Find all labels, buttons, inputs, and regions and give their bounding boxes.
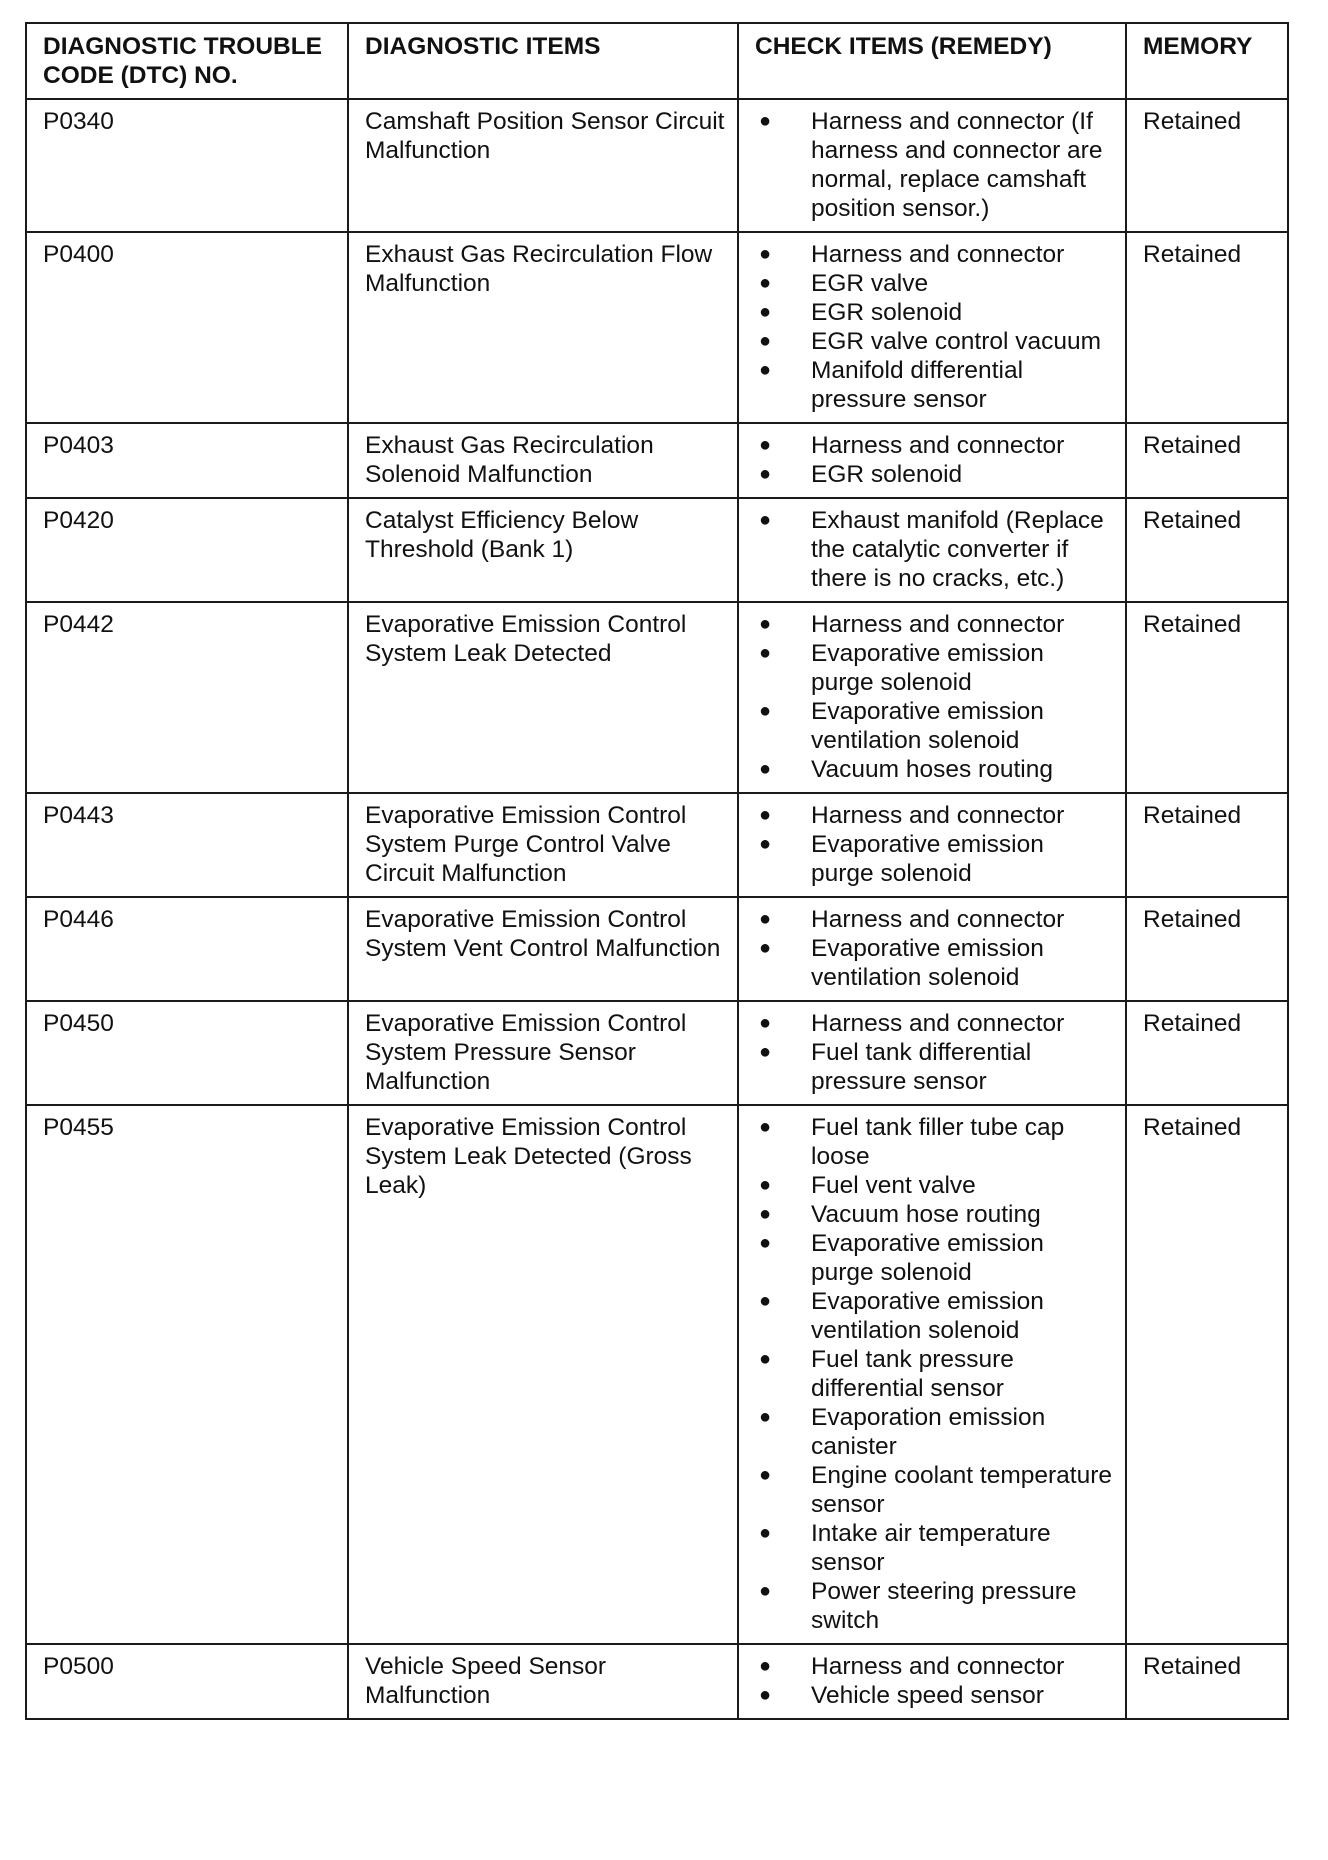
diagnostic-item-cell (348, 232, 738, 423)
memory-status: Retained (1143, 802, 1242, 829)
diagnostic-item-cell (348, 793, 738, 897)
check-item: ● EGR solenoid (759, 298, 1113, 327)
check-item: ● Evaporative emission ventilation solenoid (759, 697, 1113, 755)
check-items-list (759, 610, 1113, 784)
table-row (26, 793, 1288, 897)
check-item: ● Harness and connector (759, 431, 1113, 460)
check-item: ● EGR solenoid (759, 460, 1113, 489)
dtc-code-cell (26, 423, 348, 498)
check-item: ● EGR valve control vacuum (759, 327, 1113, 356)
memory-status: Retained (1143, 611, 1242, 638)
header-dtc-number-label: DIAGNOSTIC TROUBLE CODE (DTC) NO. (43, 33, 323, 89)
memory-status: Retained (1143, 241, 1242, 268)
memory-cell (1126, 793, 1288, 897)
check-items-list (759, 107, 1113, 223)
dtc-code: P0500 (43, 1653, 114, 1680)
table-row (26, 1644, 1288, 1719)
memory-cell (1126, 1001, 1288, 1105)
check-item: ● Harness and connector (759, 905, 1113, 934)
check-items-list (759, 240, 1113, 414)
check-item: ● Vacuum hose routing (759, 1200, 1113, 1229)
dtc-code: P0403 (43, 432, 114, 459)
dtc-code: P0455 (43, 1114, 114, 1141)
check-item: ● Vehicle speed sensor (759, 1681, 1113, 1710)
check-items-list (759, 1113, 1113, 1635)
diagnostic-item-cell (348, 1644, 738, 1719)
header-check-items-label: CHECK ITEMS (REMEDY) (755, 33, 1052, 60)
memory-cell (1126, 232, 1288, 423)
diagnostic-item-cell (348, 423, 738, 498)
check-items-cell (738, 1644, 1126, 1719)
diagnostic-item: Exhaust Gas Recirculation Solenoid Malfunction (365, 432, 654, 488)
table-row (26, 99, 1288, 232)
dtc-code: P0446 (43, 906, 114, 933)
dtc-code-cell (26, 793, 348, 897)
table-row (26, 1105, 1288, 1644)
memory-status: Retained (1143, 432, 1242, 459)
check-items-cell (738, 498, 1126, 602)
header-memory (1126, 23, 1288, 99)
table-row (26, 1001, 1288, 1105)
header-row (26, 23, 1288, 99)
header-diagnostic-items-label: DIAGNOSTIC ITEMS (365, 33, 601, 60)
check-items-cell (738, 1105, 1126, 1644)
dtc-code-cell (26, 1644, 348, 1719)
memory-status: Retained (1143, 507, 1242, 534)
dtc-table-body (26, 99, 1288, 1719)
check-item: ● Harness and connector (759, 1009, 1113, 1038)
header-dtc-number (26, 23, 348, 99)
check-item: ● Harness and connector (759, 610, 1113, 639)
check-item: ● Fuel tank pressure differential sensor (759, 1345, 1113, 1403)
check-item: ● Vacuum hoses routing (759, 755, 1113, 784)
diagnostic-item: Evaporative Emission Control System Leak Detected (365, 611, 687, 667)
memory-cell (1126, 897, 1288, 1001)
memory-cell (1126, 1644, 1288, 1719)
check-items-list (759, 801, 1113, 888)
check-item: ● Evaporation emission canister (759, 1403, 1113, 1461)
dtc-code-cell (26, 232, 348, 423)
check-items-cell (738, 423, 1126, 498)
diagnostic-item-cell (348, 1001, 738, 1105)
dtc-code: P0450 (43, 1010, 114, 1037)
diagnostic-item-cell (348, 498, 738, 602)
dtc-code-cell (26, 1001, 348, 1105)
table-row (26, 602, 1288, 793)
check-items-list (759, 506, 1113, 593)
check-item: ● Fuel vent valve (759, 1171, 1113, 1200)
dtc-code: P0443 (43, 802, 114, 829)
check-item: ● EGR valve (759, 269, 1113, 298)
diagnostic-item: Evaporative Emission Control System Vent Control Malfunction (365, 906, 721, 962)
dtc-code-cell (26, 498, 348, 602)
dtc-code-cell (26, 602, 348, 793)
memory-cell (1126, 498, 1288, 602)
table-row (26, 498, 1288, 602)
diagnostic-item: Exhaust Gas Recirculation Flow Malfunction (365, 241, 713, 297)
check-item: ● Fuel tank differential pressure sensor (759, 1038, 1113, 1096)
table-row (26, 232, 1288, 423)
header-diagnostic-items (348, 23, 738, 99)
check-item: ● Intake air temperature sensor (759, 1519, 1113, 1577)
memory-cell (1126, 602, 1288, 793)
check-item: ● Harness and connector (759, 1652, 1113, 1681)
check-items-cell (738, 897, 1126, 1001)
check-items-cell (738, 793, 1126, 897)
diagnostic-item-cell (348, 1105, 738, 1644)
check-item: ● Harness and connector (If harness and connector are normal, replace camshaft position sensor.) (759, 107, 1113, 223)
check-items-cell (738, 1001, 1126, 1105)
dtc-code: P0400 (43, 241, 114, 268)
dtc-table (25, 22, 1289, 1720)
check-item: ● Power steering pressure switch (759, 1577, 1113, 1635)
diagnostic-item: Evaporative Emission Control System Pressure Sensor Malfunction (365, 1010, 687, 1095)
check-item: ● Engine coolant temperature sensor (759, 1461, 1113, 1519)
diagnostic-item-cell (348, 99, 738, 232)
check-item: ● Manifold differential pressure sensor (759, 356, 1113, 414)
check-items-cell (738, 602, 1126, 793)
check-items-list (759, 431, 1113, 489)
diagnostic-item: Catalyst Efficiency Below Threshold (Bank 1) (365, 507, 639, 563)
check-item: ● Evaporative emission purge solenoid (759, 639, 1113, 697)
table-row (26, 897, 1288, 1001)
memory-status: Retained (1143, 1114, 1242, 1141)
diagnostic-item: Camshaft Position Sensor Circuit Malfunction (365, 108, 725, 164)
diagnostic-item-cell (348, 897, 738, 1001)
table-row (26, 423, 1288, 498)
diagnostic-item: Vehicle Speed Sensor Malfunction (365, 1653, 607, 1709)
check-item: ● Evaporative emission purge solenoid (759, 830, 1113, 888)
check-items-list (759, 1009, 1113, 1096)
dtc-code: P0340 (43, 108, 114, 135)
dtc-code: P0420 (43, 507, 114, 534)
memory-status: Retained (1143, 108, 1242, 135)
memory-status: Retained (1143, 1653, 1242, 1680)
check-items-list (759, 1652, 1113, 1710)
check-item: ● Harness and connector (759, 801, 1113, 830)
check-item: ● Harness and connector (759, 240, 1113, 269)
dtc-code-cell (26, 897, 348, 1001)
check-item: ● Evaporative emission ventilation solenoid (759, 934, 1113, 992)
memory-status: Retained (1143, 1010, 1242, 1037)
check-item: ● Evaporative emission purge solenoid (759, 1229, 1113, 1287)
dtc-code-cell (26, 99, 348, 232)
dtc-code-cell (26, 1105, 348, 1644)
header-check-items (738, 23, 1126, 99)
check-item: ● Exhaust manifold (Replace the catalytic converter if there is no cracks, etc.) (759, 506, 1113, 593)
memory-cell (1126, 423, 1288, 498)
dtc-code: P0442 (43, 611, 114, 638)
check-items-cell (738, 99, 1126, 232)
diagnostic-item: Evaporative Emission Control System Purge Control Valve Circuit Malfunction (365, 802, 687, 887)
check-items-cell (738, 232, 1126, 423)
memory-cell (1126, 1105, 1288, 1644)
memory-cell (1126, 99, 1288, 232)
memory-status: Retained (1143, 906, 1242, 933)
diagnostic-item: Evaporative Emission Control System Leak Detected (Gross Leak) (365, 1114, 692, 1199)
check-item: ● Fuel tank filler tube cap loose (759, 1113, 1113, 1171)
diagnostic-item-cell (348, 602, 738, 793)
header-memory-label: MEMORY (1143, 33, 1253, 60)
check-item: ● Evaporative emission ventilation solenoid (759, 1287, 1113, 1345)
check-items-list (759, 905, 1113, 992)
